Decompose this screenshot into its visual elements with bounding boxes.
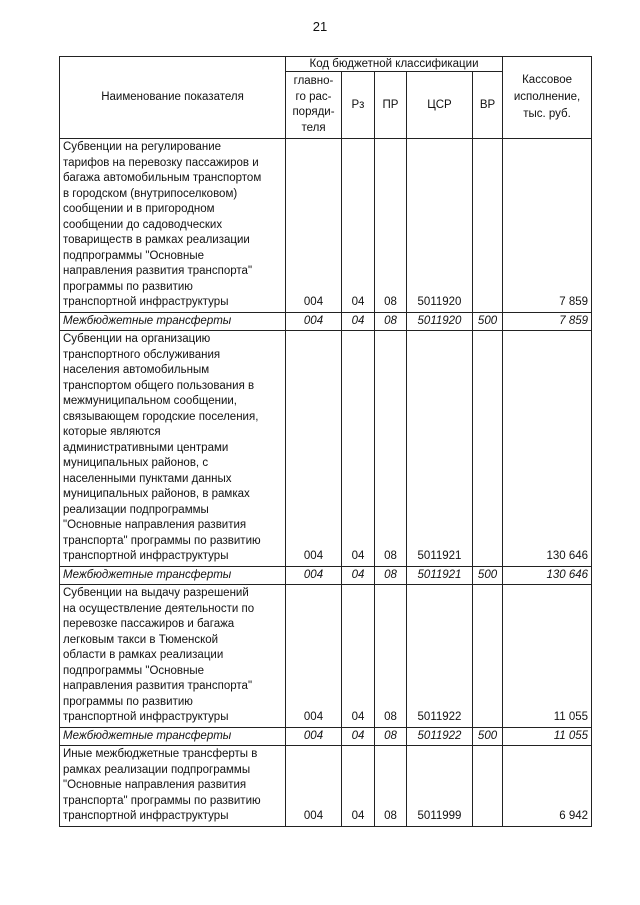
header-row-top — [60, 57, 592, 72]
table-row — [60, 331, 592, 567]
row-pr: 08 — [375, 331, 407, 567]
row-name: Субвенции на организацию транспортного обслуживания населения автомобильным транспортом общего пользования в межмуниципальном сообщении, связывающем городские поселения, которые являются административными центрами муниципальных районов, с населенными пунктами данных муниципальных районов, в рамках реализации подпрограммы "Основные направления развития транспорта" программы по развитию транспортной инфраструктуры — [60, 331, 286, 567]
row-amount: 130 646 — [503, 331, 592, 567]
row-amount: 11 055 — [503, 585, 592, 728]
row-rz: 04 — [342, 566, 375, 585]
row-name: Межбюджетные трансферты — [60, 727, 286, 746]
column-header-execution: Кассовое исполнение, тыс. руб. — [503, 57, 592, 139]
row-vr — [473, 585, 503, 728]
column-header-pr: ПР — [375, 72, 407, 139]
column-header-csr: ЦСР — [407, 72, 473, 139]
row-vr: 500 — [473, 312, 503, 331]
row-vr: 500 — [473, 727, 503, 746]
row-rz: 04 — [342, 746, 375, 827]
column-header-rz: Рз — [342, 72, 375, 139]
row-name: Иные межбюджетные трансферты в рамках реализации подпрограммы "Основные направления развития транспорта" программы по развитию транспортной инфраструктуры — [60, 746, 286, 827]
row-csr: 5011921 — [407, 331, 473, 567]
row-csr: 5011921 — [407, 566, 473, 585]
row-admin: 004 — [286, 746, 342, 827]
row-rz: 04 — [342, 139, 375, 313]
table-row — [60, 585, 592, 728]
column-header-code-group: Код бюджетной классификации — [286, 57, 503, 72]
row-name: Межбюджетные трансферты — [60, 312, 286, 331]
row-csr: 5011922 — [407, 585, 473, 728]
row-pr: 08 — [375, 585, 407, 728]
row-amount: 7 859 — [503, 139, 592, 313]
column-header-name: Наименование показателя — [60, 57, 286, 139]
row-pr: 08 — [375, 746, 407, 827]
row-pr: 08 — [375, 566, 407, 585]
row-admin: 004 — [286, 312, 342, 331]
table-row — [60, 566, 592, 585]
row-csr: 5011999 — [407, 746, 473, 827]
row-vr — [473, 746, 503, 827]
page-number: 21 — [312, 19, 328, 34]
row-amount: 11 055 — [503, 727, 592, 746]
table-row — [60, 312, 592, 331]
row-rz: 04 — [342, 585, 375, 728]
row-admin: 004 — [286, 585, 342, 728]
row-pr: 08 — [375, 139, 407, 313]
row-amount: 6 942 — [503, 746, 592, 827]
row-name: Субвенции на выдачу разрешений на осуществление деятельности по перевозке пассажиров и багажа легковым такси в Тюменской области в рамках реализации подпрограммы "Основные направления развития транспорта" программы по развитию транспортной инфраструктуры — [60, 585, 286, 728]
row-csr: 5011920 — [407, 312, 473, 331]
table-row — [60, 746, 592, 827]
row-rz: 04 — [342, 727, 375, 746]
row-admin: 004 — [286, 727, 342, 746]
row-vr: 500 — [473, 566, 503, 585]
row-pr: 08 — [375, 727, 407, 746]
row-csr: 5011922 — [407, 727, 473, 746]
row-vr — [473, 331, 503, 567]
budget-table — [59, 56, 592, 827]
column-header-admin: главно- го рас- поряди- теля — [286, 72, 342, 139]
row-admin: 004 — [286, 566, 342, 585]
row-amount: 7 859 — [503, 312, 592, 331]
row-admin: 004 — [286, 139, 342, 313]
row-admin: 004 — [286, 331, 342, 567]
table-row — [60, 139, 592, 313]
row-vr — [473, 139, 503, 313]
row-name: Субвенции на регулирование тарифов на перевозку пассажиров и багажа автомобильным транспортом в городском (внутрипоселковом) сообщении и в пригородном сообщении до садоводческих товариществ в рамках реализации подпрограммы "Основные направления развития транспорта" программы по развитию транспортной инфраструктуры — [60, 139, 286, 313]
row-amount: 130 646 — [503, 566, 592, 585]
row-name: Межбюджетные трансферты — [60, 566, 286, 585]
table-row — [60, 727, 592, 746]
column-header-vr: ВР — [473, 72, 503, 139]
row-rz: 04 — [342, 331, 375, 567]
row-rz: 04 — [342, 312, 375, 331]
row-csr: 5011920 — [407, 139, 473, 313]
row-pr: 08 — [375, 312, 407, 331]
